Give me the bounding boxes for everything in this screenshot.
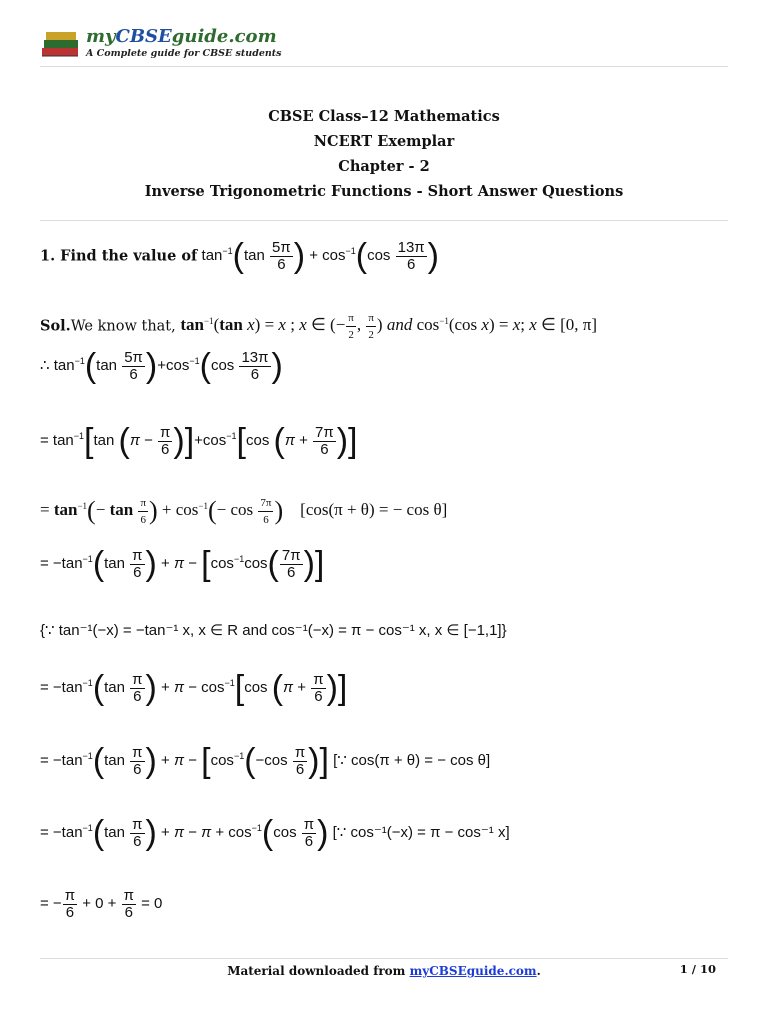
footer-divider bbox=[40, 958, 728, 959]
chapter-title: Inverse Trigonometric Functions - Short Answer Questions bbox=[144, 183, 624, 200]
header-divider bbox=[40, 66, 728, 67]
footer-prefix: Material downloaded from bbox=[227, 964, 410, 978]
step-8-note: [∵ cos⁻¹(−x) = π − cos⁻¹ x] bbox=[332, 824, 510, 842]
page-number: 1 / 10 bbox=[679, 962, 716, 976]
step-3-note: [cos(π + θ) = − cos θ] bbox=[300, 500, 448, 520]
chapter-label: Chapter - 2 bbox=[338, 158, 430, 175]
books-logo-icon bbox=[40, 28, 82, 60]
footer-suffix: . bbox=[536, 964, 541, 978]
question-1 bbox=[40, 237, 439, 276]
footer-link[interactable]: myCBSEguide.com bbox=[409, 964, 537, 978]
logo-tagline: A Complete guide for CBSE students bbox=[86, 48, 282, 59]
step-7-note: [∵ cos(π + θ) = − cos θ] bbox=[333, 752, 491, 770]
document-title: CBSE Class–12 Mathematics bbox=[268, 108, 500, 125]
step-4: = $-\tan^{-1}(\tan$ $\frac{\pi}{6}$ ) + $\pi - [\cos^{-1}\cos$( $\frac{7\pi}{6}$ )] bbox=[40, 545, 325, 584]
step-7: = $-\tan^{-1}(\tan$ $\frac{\pi}{6}$ ) + $\pi - [\cos^{-1}(-\cos$ $\frac{\pi}{6}$ )] [∵ cos(π + θ) = − cos θ] bbox=[40, 742, 491, 781]
step-1: ∴ $\tan^{-1}(\tan$ $\frac{5\pi}{6}$ )$+\cos^{-1}(\cos$ $\frac{13\pi}{6}$ ) bbox=[40, 347, 283, 386]
site-logo[interactable] bbox=[40, 24, 300, 64]
logo-brand-name: myCBSEguide.com bbox=[86, 26, 277, 47]
step-8: = $-\tan^{-1}(\tan$ $\frac{\pi}{6}$ ) + $\pi - \pi + \cos^{-1}(\cos$ $\frac{\pi}{6}$ ) [∵ cos⁻¹(−x) = π − cos⁻¹ x] bbox=[40, 814, 510, 853]
step-3: = $\tan^{-1}(- \tan$ $\frac{\pi}{6}$ ) + $\cos^{-1}(- \cos$ $\frac{7\pi}{6}$ ) [cos(π + θ) = − cos θ] bbox=[40, 496, 448, 526]
footer bbox=[0, 964, 768, 978]
question-label: 1. Find the value of bbox=[40, 247, 198, 265]
solution-label: Sol. bbox=[40, 317, 71, 335]
section-divider bbox=[40, 220, 728, 221]
solution-intro-text: We know that, bbox=[70, 318, 181, 335]
step-5-identity: {∵ tan⁻¹(−x) = −tan⁻¹ x, x ∈ R and cos⁻¹(−x) = π − cos⁻¹ x, x ∈ [−1,1]} bbox=[40, 622, 507, 639]
step-6: = $-\tan^{-1}(\tan$ $\frac{\pi}{6}$ ) + $\pi - \cos^{-1}[\cos$ (π + $\frac{\pi}{6}$ )] bbox=[40, 669, 348, 708]
step-2: = $\tan^{-1}[\tan$ (π − $\frac{\pi}{6}$ )]$+\cos^{-1}[\cos$ (π + $\frac{7\pi}{6}$ )] bbox=[40, 422, 358, 461]
solution-intro bbox=[40, 310, 597, 343]
question-expression: $\tan^{-1}(\tan$ $\frac{5\pi}{6}$ ) + $\cos^{-1}(\cos$ $\frac{13\pi}{6}$ ) bbox=[201, 237, 439, 276]
document-subtitle: NCERT Exemplar bbox=[313, 133, 455, 150]
step-5 bbox=[40, 620, 507, 640]
step-9-result: = − $\frac{\pi}{6}$ + 0 + $\frac{\pi}{6}$ = 0 bbox=[40, 887, 163, 921]
identity-formula: $\tan^{-1}(\tan$ x) = x ; x ∈ (− $\frac{\pi}{2}$ , $\frac{\pi}{2}$ ) and $\cos^{-1}(\cos$ x) = x; x ∈ [0, π] bbox=[180, 312, 598, 341]
